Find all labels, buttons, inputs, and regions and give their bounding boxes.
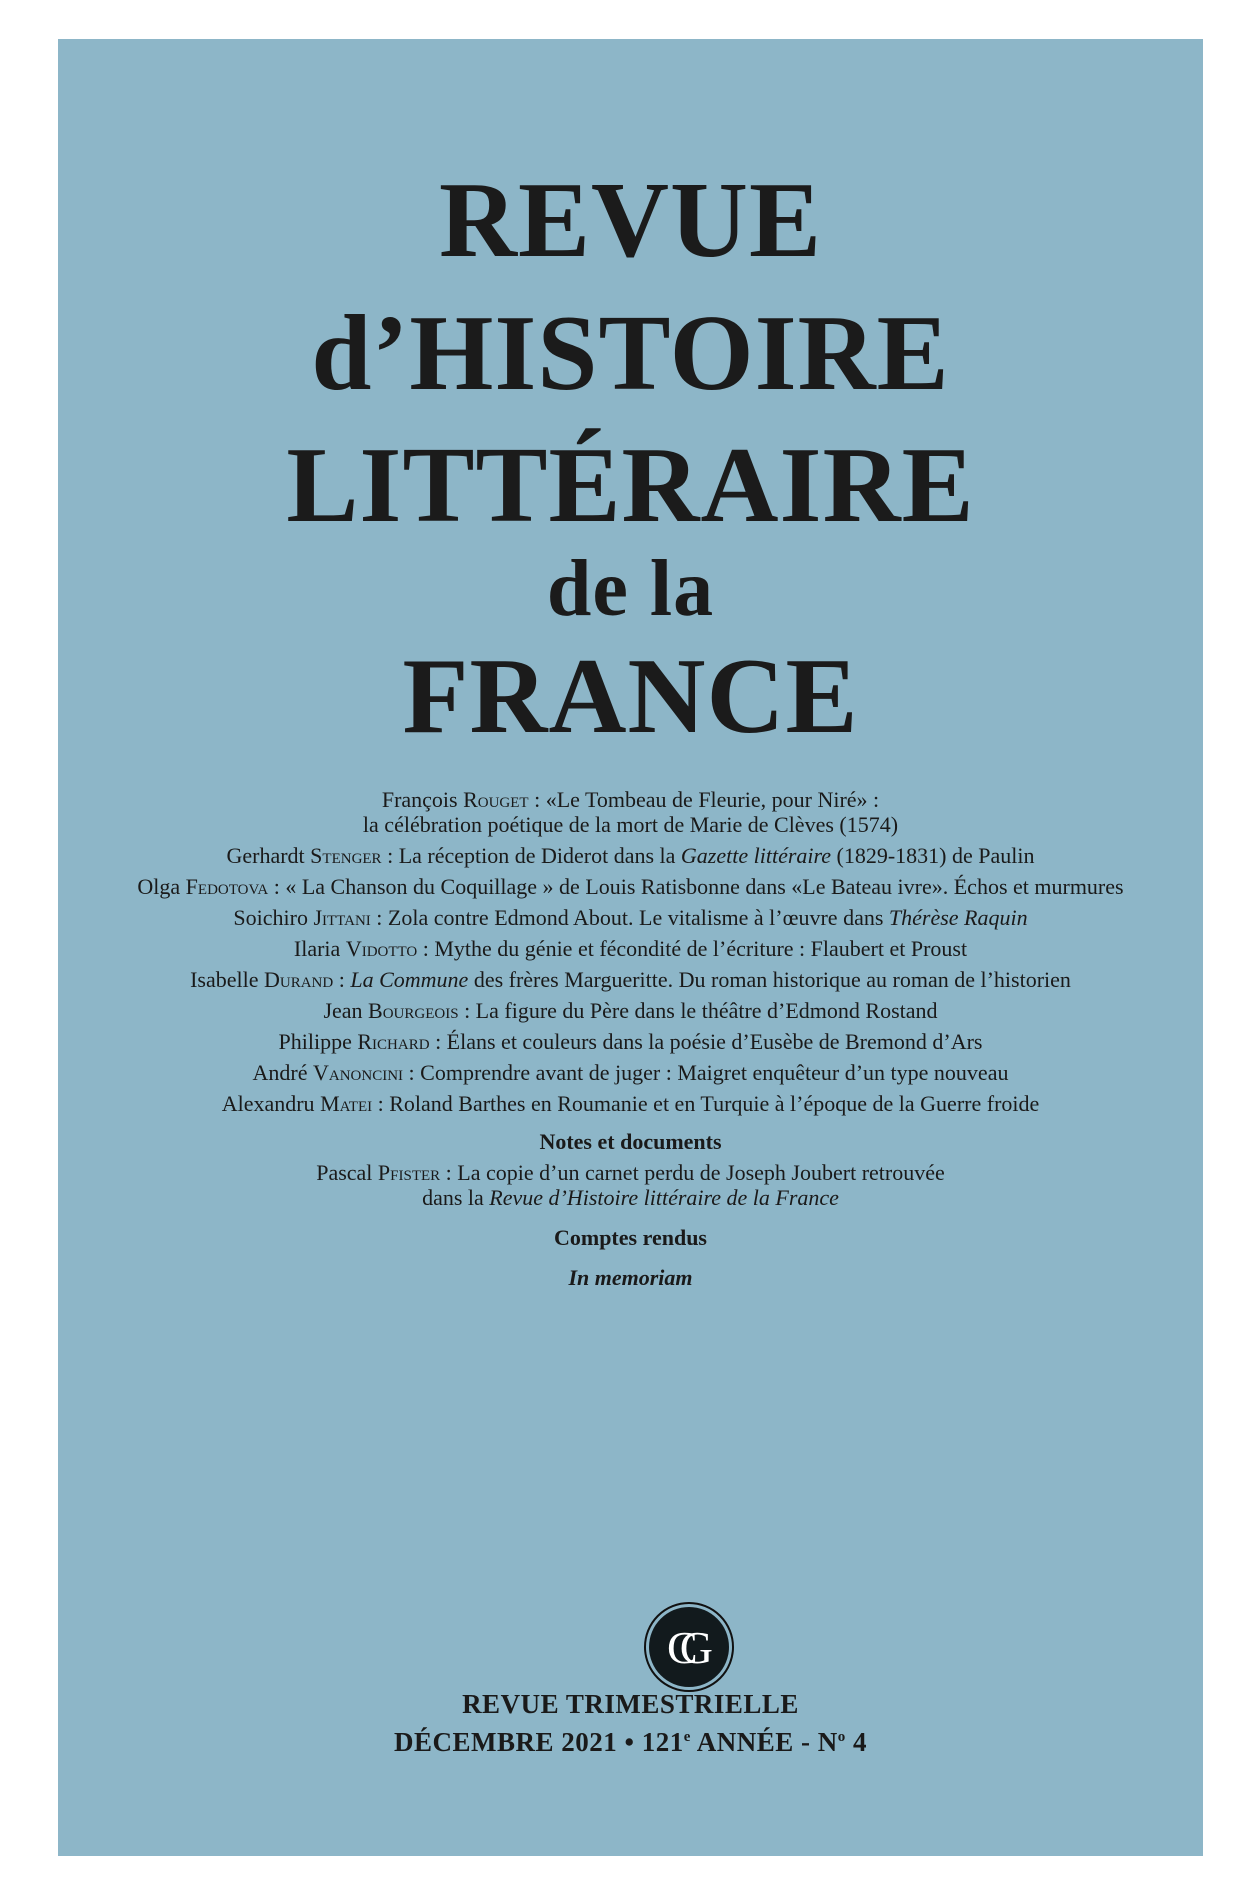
title-france: FRANCE (402, 637, 859, 756)
in-memoriam-heading: In memoriam (568, 1265, 693, 1290)
toc-entry (58, 1026, 1203, 1057)
article-title-italic: Thérèse Raquin (888, 905, 1028, 930)
issue-info (58, 1727, 1203, 1758)
title-revue: REVUE (438, 161, 823, 280)
toc-entry-continued: la célébration poétique de la mort de Marie de Clèves (1574) (362, 812, 899, 837)
article-title: : Roland Barthes en Roumanie et en Turquie à l’époque de la Guerre froide (372, 1091, 1040, 1116)
author-last: Rouget (463, 787, 529, 812)
article-title: dans la (422, 1185, 490, 1210)
author-last: Pfister (377, 1160, 441, 1185)
title-histoire: d’HISTOIRE (311, 294, 950, 413)
table-of-contents (58, 784, 1203, 1293)
author-first: Isabelle (190, 967, 264, 992)
author-first: Gerhardt (226, 843, 311, 868)
author-first: Philippe (278, 1029, 358, 1054)
article-title-italic: La Commune (350, 967, 469, 992)
toc-entry (58, 1088, 1203, 1119)
toc-entry (58, 1057, 1203, 1088)
journal-cover (58, 39, 1203, 1856)
title-litteraire: LITTÉRAIRE (286, 426, 975, 545)
article-title: : Élans et couleurs dans la poésie d’Eusèbe de Bremond d’Ars (429, 1029, 983, 1054)
toc-entry (58, 995, 1203, 1026)
title-de-la: de la (546, 545, 715, 633)
article-title: : Mythe du génie et fécondité de l’écriture : Flaubert et Proust (417, 936, 968, 961)
author-last: Vidotto (345, 936, 418, 961)
article-title-italic: Revue d’Histoire littéraire de la France (489, 1185, 839, 1210)
toc-entry (58, 902, 1203, 933)
author-last: Durand (264, 967, 334, 992)
author-last: Bourgeois (368, 998, 459, 1023)
author-first: Jean (323, 998, 369, 1023)
author-first: Ilaria (293, 936, 346, 961)
author-first: André (252, 1060, 313, 1085)
author-first: Pascal (316, 1160, 378, 1185)
notes-heading: Notes et documents (539, 1129, 722, 1154)
issue-number: 4 (845, 1727, 867, 1757)
author-first: Alexandru (221, 1091, 321, 1116)
issue-date: DÉCEMBRE 2021 • 121 (394, 1727, 684, 1757)
article-title: : La réception de Diderot dans la (381, 843, 681, 868)
author-last: Fedotova (185, 874, 269, 899)
author-first: Olga (137, 874, 186, 899)
toc-entry-continued (58, 1182, 1203, 1213)
logo-monogram: CG (649, 1607, 729, 1687)
article-title: : La copie d’un carnet perdu de Joseph Joubert retrouvée (440, 1160, 945, 1185)
publisher-logo (644, 1602, 734, 1692)
article-title: : « La Chanson du Coquillage » de Louis Ratisbonne dans «Le Bateau ivre». Échos et murmures (268, 874, 1124, 899)
toc-entry (58, 871, 1203, 902)
periodicity: REVUE TRIMESTRIELLE (462, 1689, 799, 1719)
article-title: : (333, 967, 351, 992)
toc-entry (58, 933, 1203, 964)
article-title: : «Le Tombeau de Fleurie, pour Niré» : (528, 787, 880, 812)
author-first: Soichiro (233, 905, 314, 930)
toc-entry (58, 964, 1203, 995)
author-last: Richard (357, 1029, 430, 1054)
article-title: : La figure du Père dans le théâtre d’Edmond Rostand (458, 998, 938, 1023)
author-first: François (381, 787, 464, 812)
article-title: (1829-1831) de Paulin (831, 843, 1035, 868)
article-title-italic: Gazette littéraire (680, 843, 832, 868)
toc-entry (58, 840, 1203, 871)
issue-year: ANNÉE - N (690, 1727, 838, 1757)
article-title: des frères Margueritte. Du roman historique au roman de l’historien (468, 967, 1071, 992)
comptes-rendus-heading: Comptes rendus (553, 1225, 707, 1250)
superscript: o (837, 1729, 846, 1745)
author-last: Matei (320, 1091, 373, 1116)
article-title: : Zola contre Edmond About. Le vitalisme à l’œuvre dans (370, 905, 889, 930)
author-last: Jittani (313, 905, 371, 930)
author-last: Stenger (310, 843, 382, 868)
author-last: Vanoncini (313, 1060, 404, 1085)
superscript: e (683, 1729, 691, 1745)
article-title: : Comprendre avant de juger : Maigret enquêteur d’un type nouveau (403, 1060, 1009, 1085)
